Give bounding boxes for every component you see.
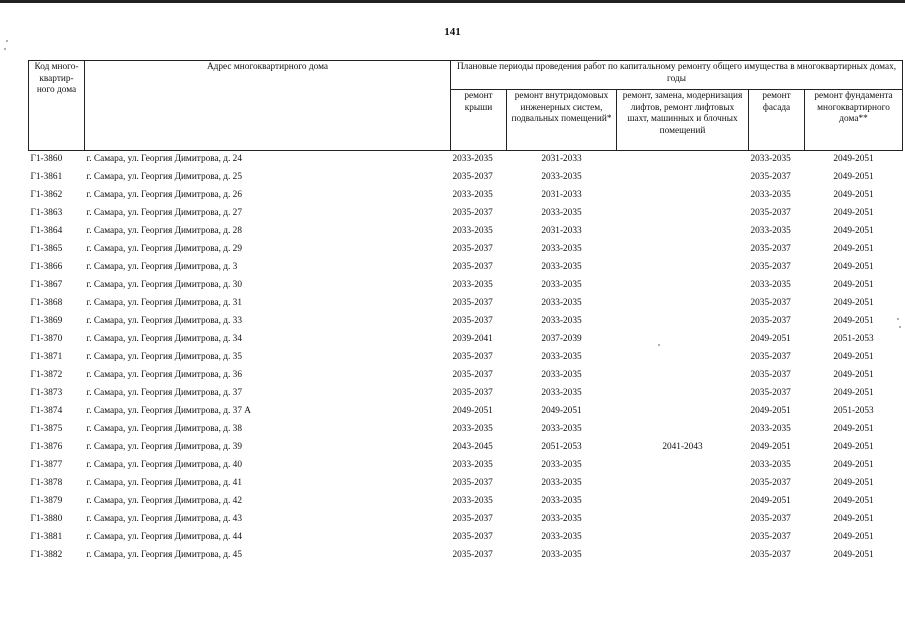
- cell-foundation: 2049-2051: [833, 388, 874, 399]
- cell-code: Г1-3866: [30, 262, 63, 273]
- cell-foundation: 2051-2053: [833, 334, 874, 345]
- cell-systems: 2033-2035: [541, 244, 582, 255]
- cell-systems: 2031-2033: [541, 154, 582, 165]
- cell-systems: 2037-2039: [541, 334, 582, 345]
- cell-roof: 2049-2051: [452, 406, 493, 417]
- cell-lifts: [617, 151, 749, 170]
- cell-roof: 2035-2037: [452, 262, 493, 273]
- cell-facade: 2035-2037: [750, 208, 791, 219]
- cell-systems: 2033-2035: [541, 352, 582, 363]
- cell-roof: 2035-2037: [452, 244, 493, 255]
- table-row: [29, 187, 903, 205]
- cell-address: г. Самара, ул. Георгия Димитрова, д. 31: [86, 298, 242, 309]
- cell-systems: 2033-2035: [541, 316, 582, 327]
- cell-lifts: [617, 259, 749, 277]
- cell-address: г. Самара, ул. Георгия Димитрова, д. 3: [86, 262, 238, 273]
- cell-facade: 2035-2037: [750, 352, 791, 363]
- cell-roof: 2033-2035: [452, 496, 493, 507]
- cell-facade: 2035-2037: [750, 478, 791, 489]
- cell-lifts: [617, 529, 749, 547]
- cell-facade: 2033-2035: [750, 154, 791, 165]
- cell-code: Г1-3863: [30, 208, 63, 219]
- cell-address: г. Самара, ул. Георгия Димитрова, д. 39: [86, 442, 242, 453]
- cell-address: г. Самара, ул. Георгия Димитрова, д. 36: [86, 370, 242, 381]
- cell-foundation: 2049-2051: [833, 532, 874, 543]
- page-number: 141: [444, 26, 461, 38]
- cell-lifts: [617, 331, 749, 349]
- cell-code: Г1-3872: [30, 370, 63, 381]
- cell-systems: 2033-2035: [541, 280, 582, 291]
- cell-foundation: 2049-2051: [833, 226, 874, 237]
- cell-address: г. Самара, ул. Георгия Димитрова, д. 27: [86, 208, 242, 219]
- cell-systems: 2031-2033: [541, 190, 582, 201]
- cell-code: Г1-3873: [30, 388, 63, 399]
- cell-foundation: 2049-2051: [833, 190, 874, 201]
- cell-facade: 2035-2037: [750, 316, 791, 327]
- cell-roof: 2039-2041: [452, 334, 493, 345]
- cell-roof: 2033-2035: [452, 190, 493, 201]
- cell-facade: 2035-2037: [750, 298, 791, 309]
- cell-roof: 2035-2037: [452, 208, 493, 219]
- cell-facade: 2033-2035: [750, 280, 791, 291]
- cell-lifts: [617, 511, 749, 529]
- cell-systems: 2033-2035: [541, 460, 582, 471]
- cell-facade: 2049-2051: [750, 334, 791, 345]
- cell-code: Г1-3881: [30, 532, 63, 543]
- scan-speck: [4, 48, 6, 50]
- cell-roof: 2035-2037: [452, 388, 493, 399]
- cell-facade: 2033-2035: [750, 190, 791, 201]
- cell-facade: 2033-2035: [750, 424, 791, 435]
- cell-address: г. Самара, ул. Георгия Димитрова, д. 29: [86, 244, 242, 255]
- cell-systems: 2033-2035: [541, 370, 582, 381]
- cell-roof: 2033-2035: [452, 226, 493, 237]
- cell-address: г. Самара, ул. Георгия Димитрова, д. 35: [86, 352, 242, 363]
- table-row: [29, 475, 903, 493]
- cell-facade: 2035-2037: [750, 550, 791, 561]
- cell-code: Г1-3868: [30, 298, 63, 309]
- cell-code: Г1-3874: [30, 406, 63, 417]
- cell-code: Г1-3879: [30, 496, 63, 507]
- cell-code: Г1-3882: [30, 550, 63, 561]
- cell-lifts: [617, 169, 749, 187]
- cell-address: г. Самара, ул. Георгия Димитрова, д. 40: [86, 460, 242, 471]
- cell-roof: 2033-2035: [452, 424, 493, 435]
- cell-foundation: 2049-2051: [833, 244, 874, 255]
- cell-address: г. Самара, ул. Георгия Димитрова, д. 28: [86, 226, 242, 237]
- cell-roof: 2035-2037: [452, 370, 493, 381]
- cell-lifts: [617, 457, 749, 475]
- table-row: [29, 547, 903, 565]
- table-row: [29, 169, 903, 187]
- cell-roof: 2035-2037: [452, 550, 493, 561]
- cell-address: г. Самара, ул. Георгия Димитрова, д. 34: [86, 334, 242, 345]
- cell-roof: 2033-2035: [452, 154, 493, 165]
- header-periods-group: Плановые периоды проведения работ по капитальному ремонту общего имущества в многоквартирных домах, годы: [451, 61, 903, 90]
- cell-foundation: 2049-2051: [833, 298, 874, 309]
- table-row: [29, 295, 903, 313]
- cell-lifts: [617, 277, 749, 295]
- cell-address: г. Самара, ул. Георгия Димитрова, д. 33: [86, 316, 242, 327]
- cell-address: г. Самара, ул. Георгия Димитрова, д. 24: [86, 154, 242, 165]
- cell-lifts: [617, 223, 749, 241]
- cell-lifts: [617, 205, 749, 223]
- cell-systems: 2033-2035: [541, 514, 582, 525]
- cell-code: Г1-3862: [30, 190, 63, 201]
- table-row: [29, 277, 903, 295]
- repair-schedule-table: [28, 60, 903, 565]
- cell-address: г. Самара, ул. Георгия Димитрова, д. 30: [86, 280, 242, 291]
- cell-lifts: [617, 547, 749, 565]
- cell-foundation: 2049-2051: [833, 550, 874, 561]
- cell-systems: 2033-2035: [541, 388, 582, 399]
- cell-code: Г1-3860: [30, 154, 63, 165]
- cell-roof: 2035-2037: [452, 352, 493, 363]
- cell-facade: 2035-2037: [750, 262, 791, 273]
- cell-code: Г1-3864: [30, 226, 63, 237]
- cell-code: Г1-3871: [30, 352, 63, 363]
- cell-code: Г1-3861: [30, 172, 63, 183]
- header-roof: ремонт крыши: [451, 90, 507, 151]
- cell-address: г. Самара, ул. Георгия Димитрова, д. 43: [86, 514, 242, 525]
- table-row: [29, 367, 903, 385]
- cell-lifts: [617, 421, 749, 439]
- cell-lifts: [617, 187, 749, 205]
- table-row: [29, 511, 903, 529]
- table-row: [29, 529, 903, 547]
- cell-roof: 2035-2037: [452, 172, 493, 183]
- cell-systems: 2033-2035: [541, 532, 582, 543]
- cell-facade: 2035-2037: [750, 244, 791, 255]
- table-row: [29, 259, 903, 277]
- cell-roof: 2035-2037: [452, 478, 493, 489]
- cell-foundation: 2051-2053: [833, 406, 874, 417]
- cell-systems: 2033-2035: [541, 424, 582, 435]
- cell-code: Г1-3867: [30, 280, 63, 291]
- cell-systems: 2033-2035: [541, 550, 582, 561]
- cell-roof: 2035-2037: [452, 316, 493, 327]
- cell-lifts: [617, 493, 749, 511]
- cell-lifts: 2041-2043: [662, 442, 703, 453]
- cell-code: Г1-3870: [30, 334, 63, 345]
- cell-lifts: [617, 241, 749, 259]
- cell-foundation: 2049-2051: [833, 352, 874, 363]
- cell-address: г. Самара, ул. Георгия Димитрова, д. 26: [86, 190, 242, 201]
- table-row: [29, 421, 903, 439]
- cell-address: г. Самара, ул. Георгия Димитрова, д. 41: [86, 478, 242, 489]
- cell-facade: 2035-2037: [750, 532, 791, 543]
- cell-foundation: 2049-2051: [833, 460, 874, 471]
- cell-foundation: 2049-2051: [833, 280, 874, 291]
- cell-code: Г1-3876: [30, 442, 63, 453]
- cell-foundation: 2049-2051: [833, 424, 874, 435]
- cell-roof: 2035-2037: [452, 532, 493, 543]
- cell-code: Г1-3880: [30, 514, 63, 525]
- cell-lifts: [617, 367, 749, 385]
- cell-address: г. Самара, ул. Георгия Димитрова, д. 37: [86, 388, 242, 399]
- cell-foundation: 2049-2051: [833, 208, 874, 219]
- header-lifts: ремонт, замена, модернизация лифтов, ремонт лифтовых шахт, машинных и блочных помещений: [617, 90, 749, 151]
- cell-foundation: 2049-2051: [833, 442, 874, 453]
- cell-facade: 2035-2037: [750, 388, 791, 399]
- cell-systems: 2051-2053: [541, 442, 582, 453]
- top-border-rule: [0, 0, 905, 3]
- cell-systems: 2033-2035: [541, 478, 582, 489]
- cell-facade: 2035-2037: [750, 514, 791, 525]
- cell-systems: 2033-2035: [541, 496, 582, 507]
- table-row: [29, 403, 903, 421]
- cell-facade: 2049-2051: [750, 496, 791, 507]
- cell-foundation: 2049-2051: [833, 172, 874, 183]
- header-facade: ремонт фасада: [749, 90, 805, 151]
- cell-lifts: [617, 349, 749, 367]
- cell-address: г. Самара, ул. Георгия Димитрова, д. 38: [86, 424, 242, 435]
- cell-roof: 2035-2037: [452, 298, 493, 309]
- cell-foundation: 2049-2051: [833, 496, 874, 507]
- cell-foundation: 2049-2051: [833, 370, 874, 381]
- cell-foundation: 2049-2051: [833, 514, 874, 525]
- table-row: [29, 241, 903, 259]
- table-row: [29, 151, 903, 170]
- cell-code: Г1-3877: [30, 460, 63, 471]
- header-address: Адрес многоквартирного дома: [85, 61, 451, 151]
- table-row: [29, 331, 903, 349]
- table-row: [29, 205, 903, 223]
- cell-systems: 2049-2051: [541, 406, 582, 417]
- cell-foundation: 2049-2051: [833, 478, 874, 489]
- cell-roof: 2033-2035: [452, 280, 493, 291]
- header-foundation: ремонт фундамента многоквартирного дома**: [805, 90, 903, 151]
- cell-systems: 2031-2033: [541, 226, 582, 237]
- table-row: [29, 493, 903, 511]
- cell-code: Г1-3869: [30, 316, 63, 327]
- cell-lifts: [617, 403, 749, 421]
- cell-lifts: [617, 313, 749, 331]
- cell-code: Г1-3878: [30, 478, 63, 489]
- table-row: [29, 313, 903, 331]
- cell-facade: 2033-2035: [750, 226, 791, 237]
- cell-lifts: [617, 385, 749, 403]
- cell-code: Г1-3865: [30, 244, 63, 255]
- cell-systems: 2033-2035: [541, 172, 582, 183]
- cell-address: г. Самара, ул. Георгия Димитрова, д. 25: [86, 172, 242, 183]
- cell-code: Г1-3875: [30, 424, 63, 435]
- cell-roof: 2033-2035: [452, 460, 493, 471]
- cell-foundation: 2049-2051: [833, 262, 874, 273]
- cell-facade: 2049-2051: [750, 442, 791, 453]
- cell-address: г. Самара, ул. Георгия Димитрова, д. 42: [86, 496, 242, 507]
- cell-roof: 2035-2037: [452, 514, 493, 525]
- cell-systems: 2033-2035: [541, 208, 582, 219]
- cell-facade: 2035-2037: [750, 172, 791, 183]
- scan-speck: [6, 40, 8, 42]
- cell-roof: 2043-2045: [452, 442, 493, 453]
- table-row: [29, 223, 903, 241]
- header-code: Код много-квартир-ного дома: [29, 61, 85, 151]
- cell-lifts: [617, 295, 749, 313]
- cell-facade: 2033-2035: [750, 460, 791, 471]
- table-body: [29, 151, 903, 566]
- cell-systems: 2033-2035: [541, 298, 582, 309]
- cell-address: г. Самара, ул. Георгия Димитрова, д. 45: [86, 550, 242, 561]
- table-row: [29, 457, 903, 475]
- cell-address: г. Самара, ул. Георгия Димитрова, д. 37 А: [86, 406, 252, 417]
- cell-facade: 2049-2051: [750, 406, 791, 417]
- cell-foundation: 2049-2051: [833, 316, 874, 327]
- table-row: [29, 385, 903, 403]
- header-systems: ремонт внутридомовых инженерных систем, подвальных помещений*: [507, 90, 617, 151]
- table-row: [29, 439, 903, 457]
- cell-address: г. Самара, ул. Георгия Димитрова, д. 44: [86, 532, 242, 543]
- cell-facade: 2035-2037: [750, 370, 791, 381]
- cell-systems: 2033-2035: [541, 262, 582, 273]
- cell-foundation: 2049-2051: [833, 154, 874, 165]
- cell-lifts: [617, 475, 749, 493]
- table-row: [29, 349, 903, 367]
